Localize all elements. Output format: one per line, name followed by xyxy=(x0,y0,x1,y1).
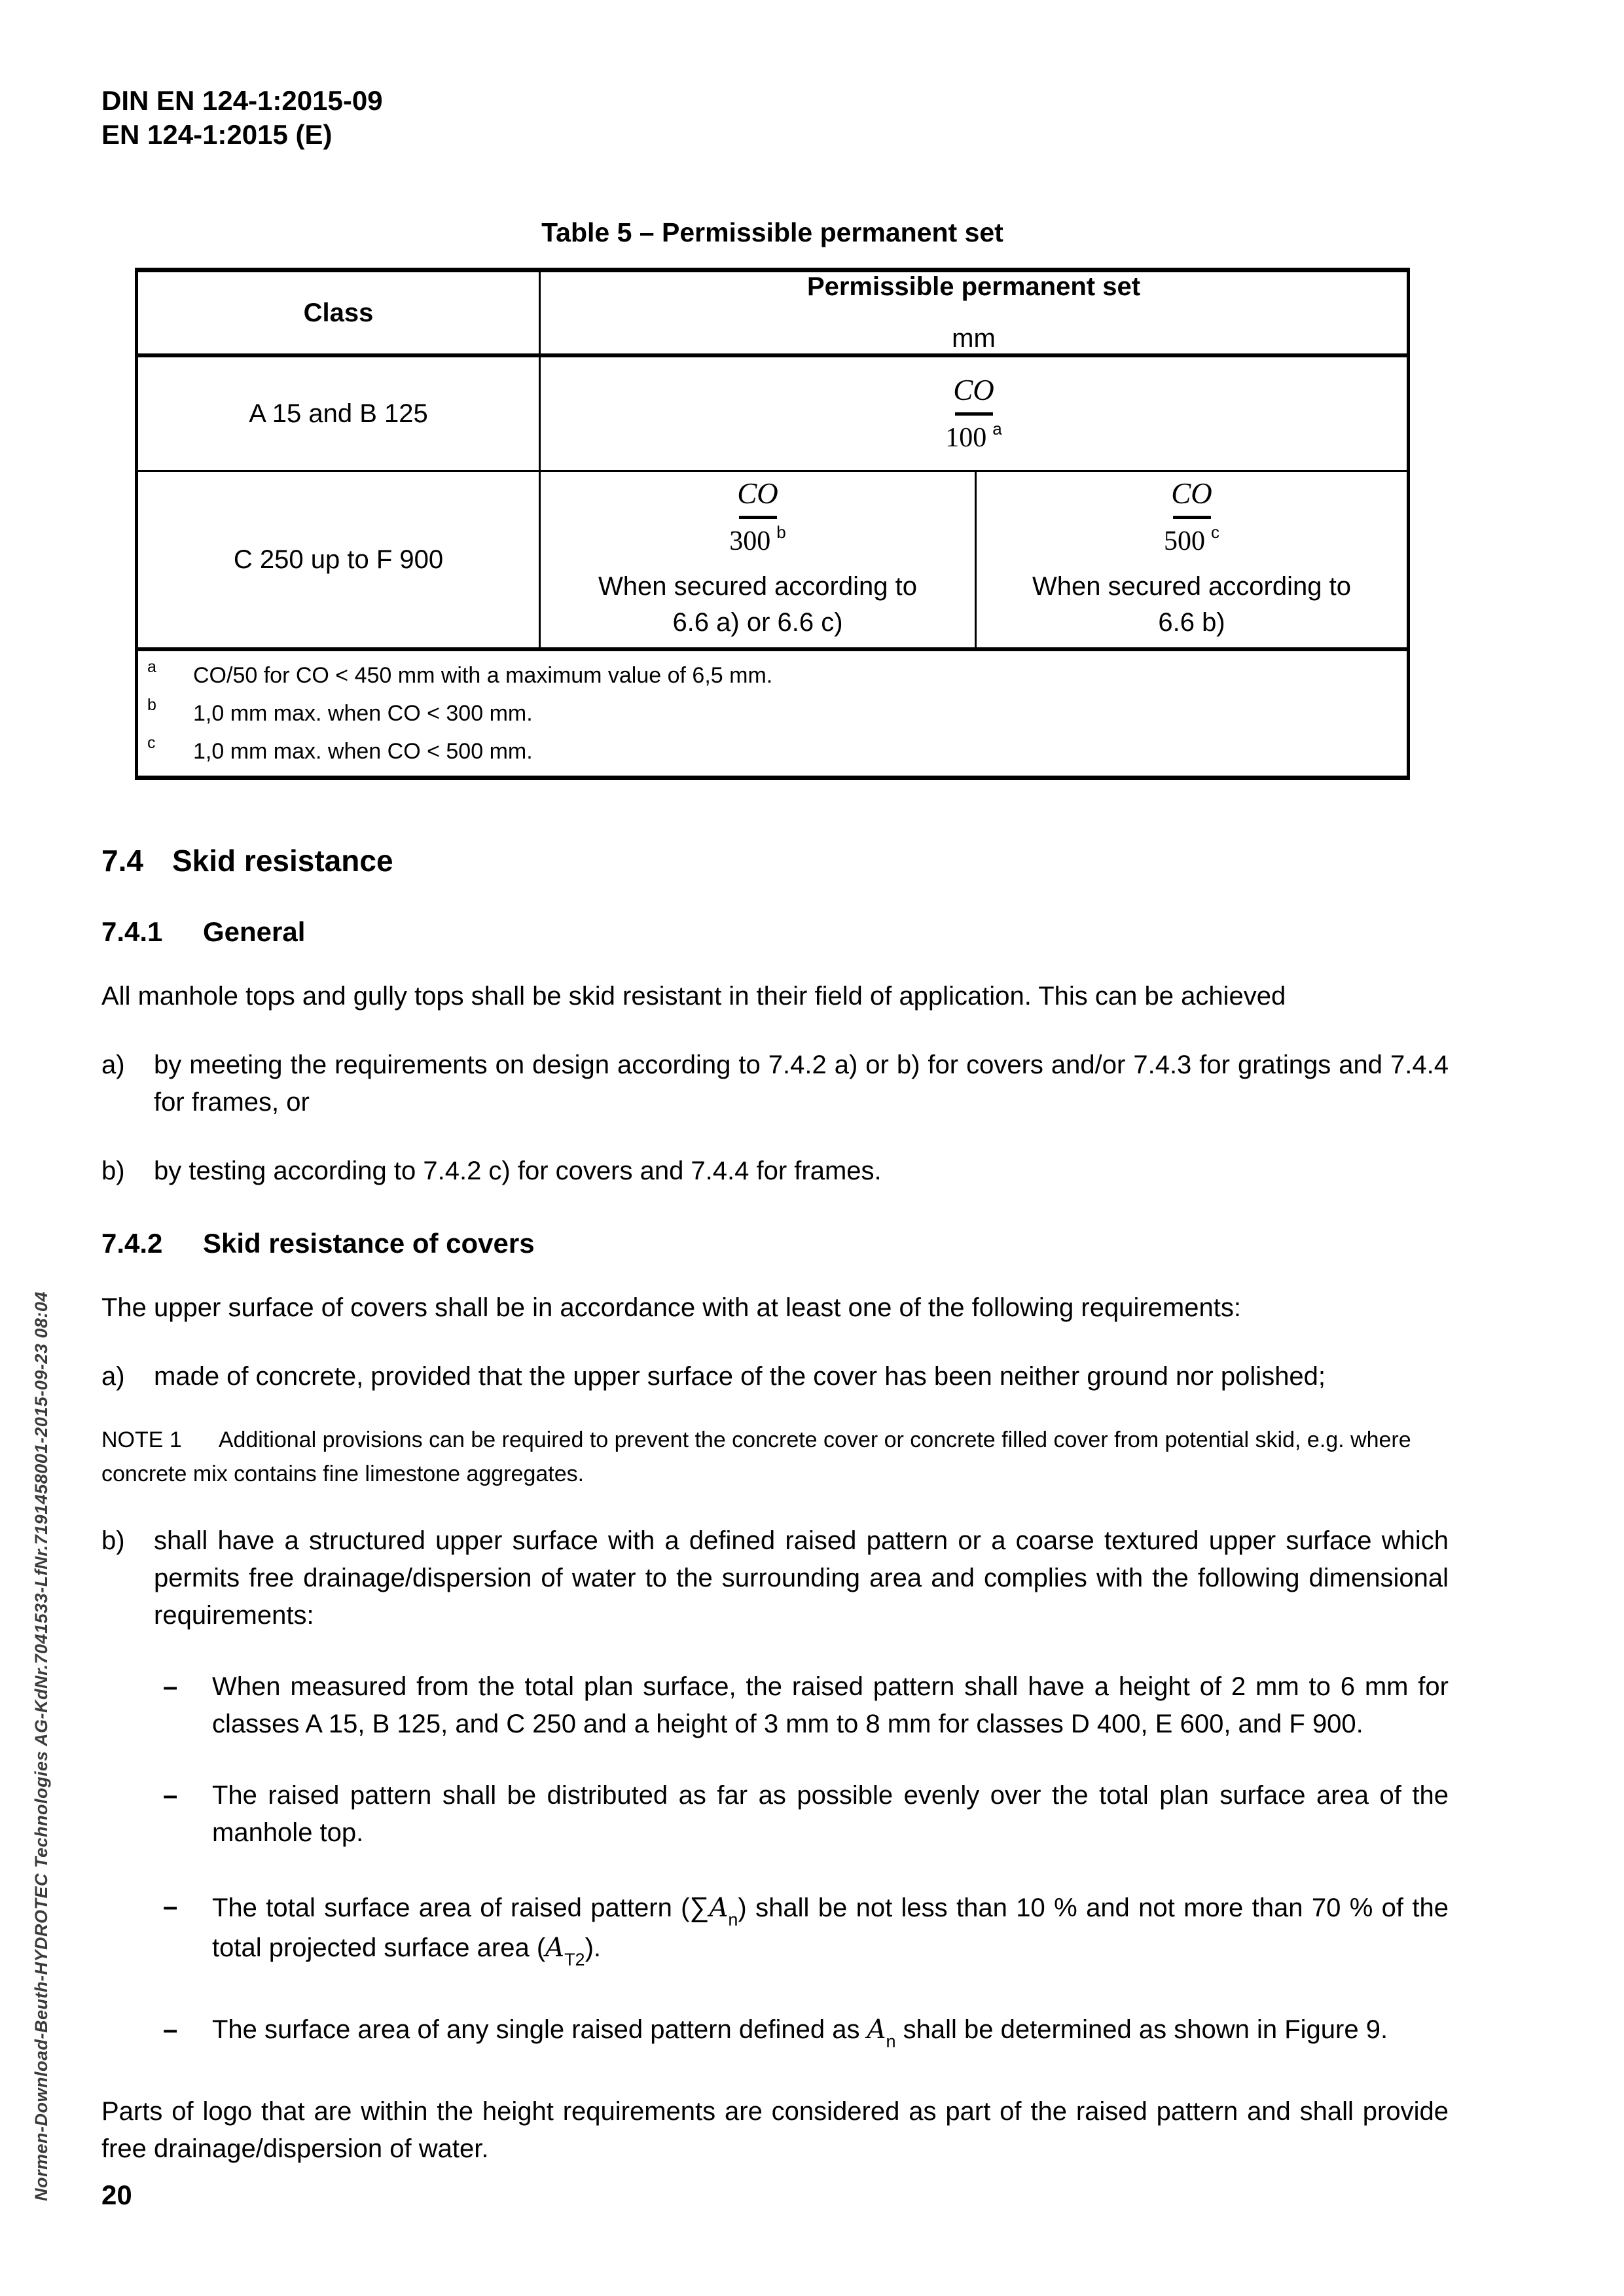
list-item-a xyxy=(101,1047,1449,1121)
fraction-bar xyxy=(739,516,777,519)
secured-condition-line2: 6.6 b) xyxy=(1158,607,1225,637)
page-content xyxy=(101,0,1449,2168)
table-permissible-permanent-set xyxy=(135,268,1410,780)
sum-symbol: ∑ xyxy=(689,1892,710,1922)
fraction-numerator: CO xyxy=(1171,477,1212,511)
fraction-numerator: CO xyxy=(737,477,778,511)
secured-condition-text xyxy=(598,569,917,641)
list-label: b) xyxy=(101,1526,125,1555)
footnote-marker: b xyxy=(147,696,156,714)
fraction-co-100 xyxy=(945,375,1001,452)
secured-condition-line1: When secured according to xyxy=(1032,571,1351,601)
paragraph-7-4-2: The upper surface of covers shall be in accordance with at least one of the following requirements: xyxy=(101,1293,1241,1322)
footnote-ref-c: c xyxy=(1211,522,1219,542)
math-subscript-n: n xyxy=(728,1910,738,1929)
list-text: shall have a structured upper surface with a defined raised pattern or a coarse textured upper surface which permits free drainage/dispersion of water to the surrounding area and complies with the following dimensional requirements: xyxy=(154,1526,1449,1630)
table-footnote-b xyxy=(147,698,1394,728)
list-label: b) xyxy=(101,1157,125,1185)
dash-text: The raised pattern shall be distributed as far as possible evenly over the total plan surface area of the manhole top. xyxy=(212,1781,1449,1847)
fraction-co-500 xyxy=(1164,478,1219,555)
list-label: a) xyxy=(101,1362,125,1391)
list-text: made of concrete, provided that the upper surface of the cover has been neither ground nor polished; xyxy=(154,1362,1326,1391)
table-row-a15-b125 xyxy=(138,353,1407,470)
dash-item-distribution xyxy=(163,1777,1449,1852)
dash-text xyxy=(212,2011,1449,2051)
value-cell-secured-ac xyxy=(541,472,977,647)
text-segment: The surface area of any single raised pattern defined as xyxy=(212,2015,867,2044)
page-number: 20 xyxy=(101,2179,132,2210)
fraction-bar xyxy=(1173,516,1211,519)
dash-item-single-pattern xyxy=(163,2011,1449,2051)
table-header-unit: mm xyxy=(952,324,996,353)
text-segment: ). xyxy=(585,1933,602,1962)
table-header-permissible-set-label: Permissible permanent set xyxy=(806,272,1141,301)
header-standard-number: DIN EN 124-1:2015-09 xyxy=(101,85,383,116)
text-segment: The total surface area of raised pattern ( xyxy=(212,1893,690,1922)
list-item-b-covers xyxy=(101,1522,1449,1634)
footnote-text: 1,0 mm max. when CO < 300 mm. xyxy=(193,701,533,726)
math-variable-A: A xyxy=(867,2015,886,2045)
list-text: by meeting the requirements on design according to 7.4.2 a) or b) for covers and/or 7.4.3 for gratings and 7.4.4 for frames, or xyxy=(154,1050,1449,1117)
math-subscript-n: n xyxy=(886,2032,896,2051)
heading-number: 7.4 xyxy=(101,844,143,878)
table-header-permissible-set xyxy=(541,272,1407,353)
header-standard-edition: EN 124-1:2015 (E) xyxy=(101,119,333,150)
dash-marker: – xyxy=(163,1781,178,1810)
dash-item-height xyxy=(163,1668,1449,1743)
secured-condition-line1: When secured according to xyxy=(598,571,917,601)
dash-marker: – xyxy=(163,1672,178,1701)
table-row-c250-f900 xyxy=(138,470,1407,647)
closing-paragraph: Parts of logo that are within the height requirements are considered as part of the raised pattern and shall provide free drainage/dispersion of water. xyxy=(101,2097,1449,2163)
fraction-denominator-value: 300 xyxy=(729,526,771,556)
heading-title: Skid resistance of covers xyxy=(203,1228,535,1259)
note-1 xyxy=(101,1423,1449,1491)
fraction-denominator-value: 500 xyxy=(1164,526,1205,556)
heading-number: 7.4.2 xyxy=(101,1228,163,1259)
fraction-denominator-value: 100 xyxy=(945,422,987,453)
heading-title: Skid resistance xyxy=(172,844,393,878)
table-title: Table 5 – Permissible permanent set xyxy=(541,217,1003,247)
secured-condition-line2: 6.6 a) or 6.6 c) xyxy=(672,607,843,637)
watermark-vertical-text: Normen-Download-Beuth-HYDROTEC Technologies AG-KdNr.7041533-LfNr.7191458001-2015-09-23 08:04 xyxy=(31,1291,51,2201)
fraction-numerator: CO xyxy=(953,374,994,407)
math-subscript-T2: T2 xyxy=(564,1950,585,1969)
footnote-marker: c xyxy=(147,734,156,752)
dash-text: When measured from the total plan surface, the raised pattern shall have a height of 2 mm to 6 mm for classes A 15, B 125, and C 250 and a height of 3 mm to 8 mm for classes D 400, E 600, and F 900. xyxy=(212,1672,1449,1738)
heading-number: 7.4.1 xyxy=(101,916,163,947)
list-text: by testing according to 7.4.2 c) for covers and 7.4.4 for frames. xyxy=(154,1157,882,1185)
footnote-marker: a xyxy=(147,658,156,676)
heading-7-4-1 xyxy=(101,916,1449,948)
note-label: NOTE 1 xyxy=(101,1427,182,1452)
list-item-a-covers xyxy=(101,1358,1449,1395)
math-variable-A: A xyxy=(709,1893,729,1923)
document-header xyxy=(101,84,1449,152)
text-segment: shall be determined as shown in Figure 9. xyxy=(895,2015,1388,2044)
value-cell-secured-b xyxy=(977,472,1407,647)
note-text: Additional provisions can be required to prevent the concrete cover or concrete filled cover from potential skid, e.g. where concrete mix contains fine limestone aggregates. xyxy=(101,1427,1411,1486)
value-cell-a15-b125 xyxy=(541,357,1407,470)
table-header-class: Class xyxy=(138,272,541,353)
class-cell-c250-f900: C 250 up to F 900 xyxy=(138,472,541,647)
text-segment: ) shall be not less than 10 % and not more than 70 % of the total projected surface area ( xyxy=(212,1893,1449,1962)
table-header-row xyxy=(138,272,1407,353)
footnote-text: CO/50 for CO < 450 mm with a maximum value of 6,5 mm. xyxy=(193,663,773,688)
table-footnote-c xyxy=(147,736,1394,766)
heading-7-4-2 xyxy=(101,1228,1449,1259)
secured-condition-text xyxy=(1032,569,1351,641)
fraction-bar xyxy=(955,412,993,416)
list-item-b xyxy=(101,1153,1449,1190)
dash-item-total-area xyxy=(163,1888,1449,1969)
class-cell-a15-b125: A 15 and B 125 xyxy=(138,357,541,470)
footnote-ref-b: b xyxy=(776,522,786,542)
footnote-text: 1,0 mm max. when CO < 500 mm. xyxy=(193,739,533,764)
dash-marker: – xyxy=(163,1892,178,1921)
fraction-denominator xyxy=(729,524,785,556)
heading-7-4 xyxy=(101,843,1449,878)
math-variable-A: A xyxy=(545,1933,565,1963)
dash-text xyxy=(212,1888,1449,1969)
fraction-denominator xyxy=(945,420,1001,452)
fraction-denominator xyxy=(1164,524,1219,556)
footnote-ref-a: a xyxy=(992,418,1002,439)
list-label: a) xyxy=(101,1050,125,1079)
table-footnote-a xyxy=(147,660,1394,691)
dash-marker: – xyxy=(163,2015,178,2044)
heading-title: General xyxy=(203,916,306,947)
fraction-co-300 xyxy=(729,478,785,555)
table-footnotes xyxy=(138,647,1407,776)
paragraph-7-4-1: All manhole tops and gully tops shall be skid resistant in their field of application. This can be achieved xyxy=(101,982,1286,1011)
